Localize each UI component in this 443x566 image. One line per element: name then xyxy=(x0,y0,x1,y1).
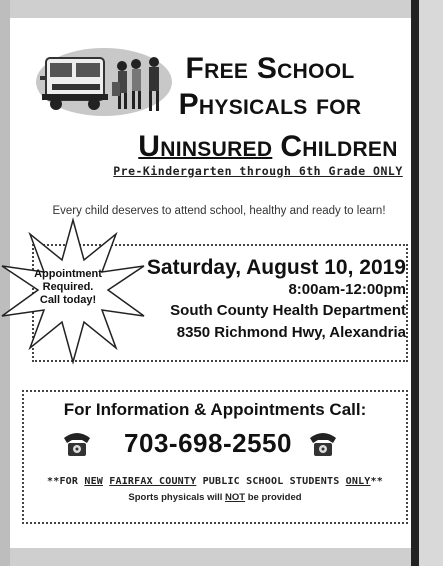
note-new: NEW xyxy=(84,476,104,487)
event-address: 8350 Richmond Hwy, Alexandria xyxy=(176,324,406,341)
sports-before: Sports physicals will xyxy=(128,492,226,503)
scan-margin-bottom xyxy=(0,548,443,566)
title-children: Children xyxy=(280,130,398,163)
note-fairfax: FAIRFAX COUNTY xyxy=(109,476,197,487)
eligible-students-note xyxy=(22,476,408,487)
contact-heading: For Information & Appointments Call: xyxy=(63,400,367,419)
sports-after: be provided xyxy=(245,492,302,503)
note-prefix: **FOR xyxy=(47,476,85,487)
appointment-callout xyxy=(28,268,108,307)
title-line-2: Physicals for xyxy=(178,88,362,121)
title-uninsured: Uninsured xyxy=(138,130,273,163)
event-date: Saturday, August 10, 2019 xyxy=(146,256,406,279)
callout-line-2: Required. xyxy=(42,281,94,293)
title-line-1: Free School xyxy=(185,52,355,85)
event-time: 8:00am-12:00pm xyxy=(288,281,406,298)
title-line-3 xyxy=(118,132,418,162)
telephone-icon xyxy=(60,428,94,460)
phone-number[interactable]: 703-698-2550 xyxy=(124,428,292,458)
grade-range: Pre-Kindergarten through 6th Grade ONLY xyxy=(113,164,403,178)
sports-not: NOT xyxy=(225,492,246,503)
note-only: ONLY xyxy=(345,476,371,487)
event-place: South County Health Department xyxy=(170,302,406,319)
note-middle: PUBLIC SCHOOL STUDENTS xyxy=(196,476,346,487)
scan-margin-right xyxy=(411,0,443,566)
tagline: Every child deserves to attend school, healthy and ready to learn! xyxy=(52,205,386,217)
sports-physicals-note xyxy=(22,492,408,503)
telephone-icon xyxy=(306,428,340,460)
callout-line-1: Appointment xyxy=(34,268,102,280)
callout-line-3: Call today! xyxy=(39,294,97,306)
scan-margin-top xyxy=(0,0,443,18)
note-suffix: ** xyxy=(370,476,383,487)
